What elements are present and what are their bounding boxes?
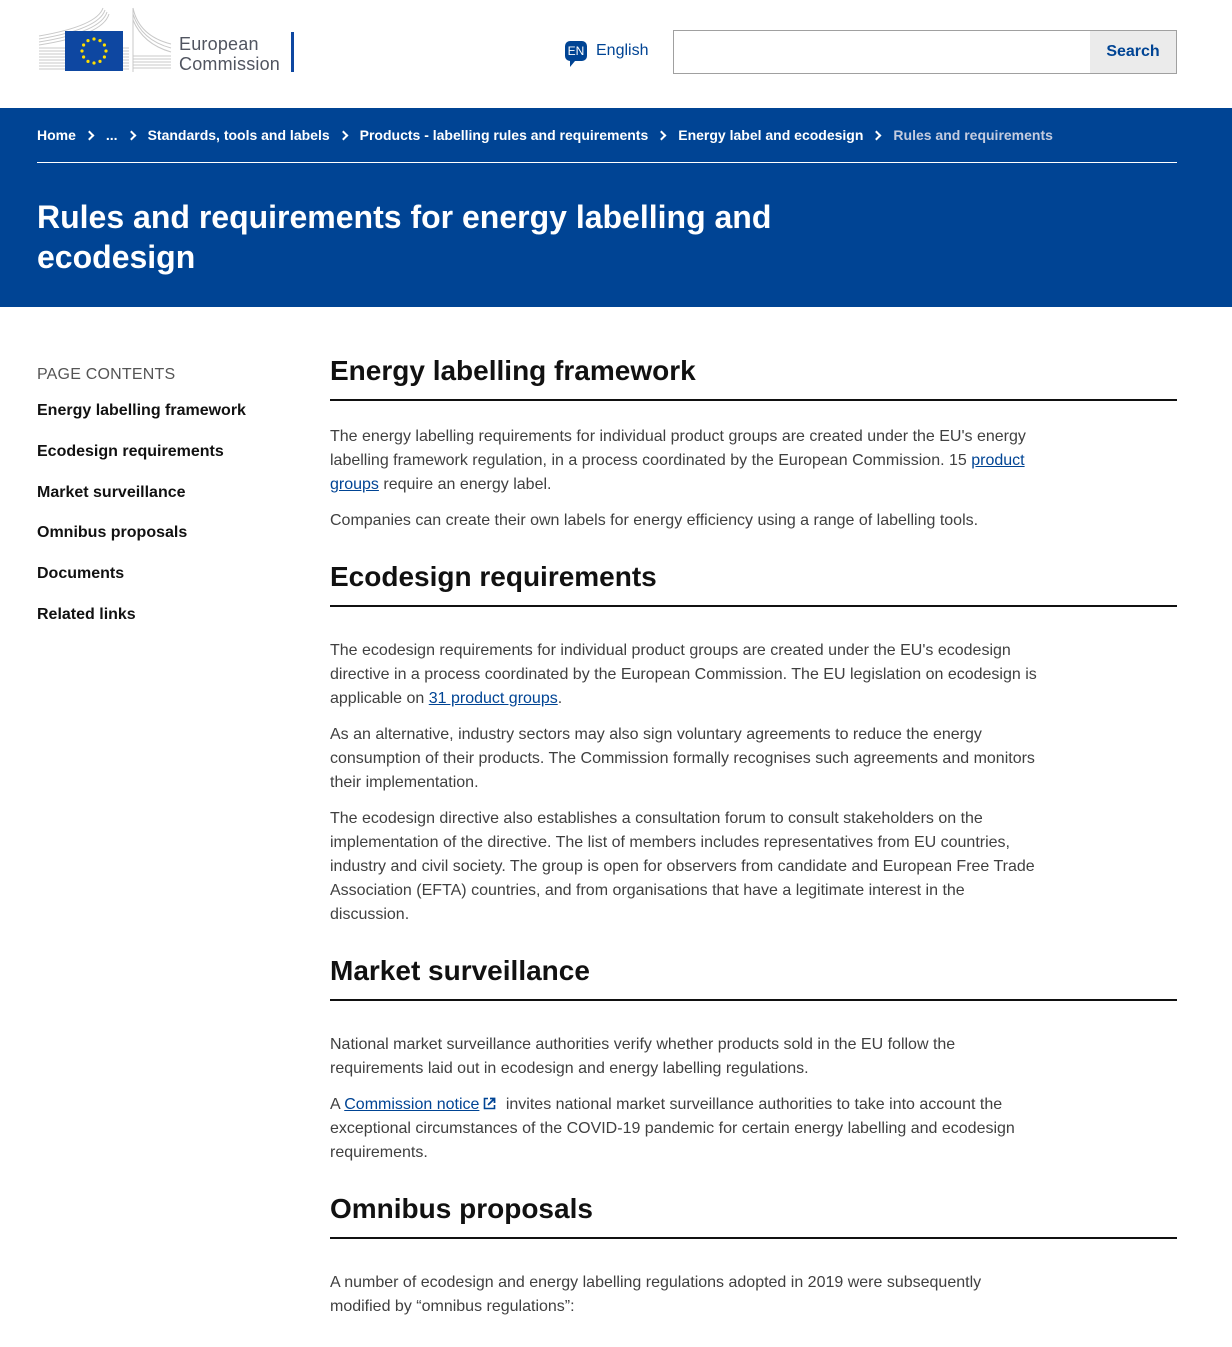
logo-text	[179, 34, 280, 74]
sidebar-item-ecodesign[interactable]: Ecodesign requirements	[37, 442, 224, 460]
section-omnibus	[330, 1193, 1177, 1319]
breadcrumb-products[interactable]: Products - labelling rules and requirements	[359, 127, 649, 143]
paragraph	[330, 639, 1040, 711]
text: invites national market surveillance authorities to take into account the exceptional circumstances of the COVID-19 pandemic for certain energy labelling and ecodesign requirements.	[330, 1096, 1015, 1161]
search-form	[673, 30, 1177, 74]
chevron-right-icon	[872, 130, 882, 140]
section-market-surveillance	[330, 955, 1177, 1165]
language-label: English	[596, 42, 649, 59]
sidebar-item-market-surveillance[interactable]: Market surveillance	[37, 483, 186, 501]
banner-divider	[37, 162, 1177, 163]
section-ecodesign	[330, 561, 1177, 927]
page-title: Rules and requirements for energy labelling and ecodesign	[37, 199, 772, 275]
language-selector[interactable]	[565, 41, 648, 61]
search-input[interactable]	[674, 31, 1090, 73]
breadcrumb	[37, 127, 1053, 143]
eu-flag-icon	[65, 31, 123, 71]
external-link-icon	[483, 1097, 496, 1110]
logo-divider	[291, 32, 294, 72]
logo-line-2: Commission	[179, 54, 281, 74]
paragraph: A number of ecodesign and energy labelling regulations adopted in 2019 were subsequently modified by “omnibus regulations”:	[330, 1274, 982, 1315]
paragraph: National market surveillance authorities verify whether products sold in the EU follow the requirements laid out in ecodesign and energy labelling regulations.	[330, 1036, 956, 1077]
section-heading: Market surveillance	[330, 955, 1177, 1001]
chevron-right-icon	[84, 130, 94, 140]
sidebar-item-energy-labelling[interactable]: Energy labelling framework	[37, 402, 246, 419]
paragraph: As an alternative, industry sectors may also sign voluntary agreements to reduce the energy consumption of their products. The Commission formally recognises such agreements and monitors their implementation.	[330, 726, 1035, 791]
section-energy-labelling	[330, 355, 1177, 533]
breadcrumb-current: Rules and requirements	[893, 127, 1053, 143]
section-heading: Energy labelling framework	[330, 355, 1177, 401]
logo-line-1: European	[179, 34, 259, 54]
content-area	[0, 307, 1232, 1319]
breadcrumb-standards[interactable]: Standards, tools and labels	[147, 127, 330, 143]
31-product-groups-link[interactable]: 31 product groups	[428, 690, 558, 707]
paragraph: The ecodesign directive also establishes a consultation forum to consult stakeholders on the implementation of the directive. The list of members includes representatives from EU countries, industry and civil society. The group is open for observers from candidate and European Free Trade Association (EFTA) countries, and from organisations that have a legitimate interest in the discussion.	[330, 810, 1035, 923]
text: .	[557, 690, 563, 707]
sidebar-item-related-links[interactable]: Related links	[37, 605, 136, 623]
chevron-right-icon	[657, 130, 667, 140]
section-heading: Ecodesign requirements	[330, 561, 1177, 607]
main-content	[330, 355, 1177, 1319]
text: require an energy label.	[378, 476, 552, 493]
language-bubble-icon: EN	[565, 41, 587, 61]
text: The energy labelling requirements for individual product groups are created under the EU's energy labelling framework regulation, in a process coordinated by the European Commission. 15	[330, 428, 1026, 469]
breadcrumb-energy-label[interactable]: Energy label and ecodesign	[678, 127, 864, 143]
product-groups-link[interactable]: product groups	[330, 452, 1025, 493]
text: A	[330, 1096, 345, 1113]
site-header	[0, 0, 1232, 108]
paragraph	[330, 1093, 1040, 1165]
section-heading: Omnibus proposals	[330, 1193, 1177, 1239]
sidebar-item-documents[interactable]: Documents	[37, 565, 125, 583]
page-contents-title: PAGE CONTENTS	[37, 366, 176, 383]
sidebar-item-omnibus[interactable]: Omnibus proposals	[37, 524, 188, 542]
commission-notice-link[interactable]: Commission notice	[344, 1096, 480, 1113]
paragraph: Companies can create their own labels for energy efficiency using a range of labelling tools.	[330, 512, 979, 529]
chevron-right-icon	[126, 130, 136, 140]
text: The ecodesign requirements for individual product groups are created under the EU's ecodesign directive in a process coordinated by the European Commission. The EU legislation on ecodesign is applicable on	[330, 642, 1037, 707]
european-commission-logo[interactable]	[37, 4, 299, 72]
page-banner	[0, 108, 1232, 307]
search-button[interactable]: Search	[1090, 31, 1176, 73]
chevron-right-icon	[338, 130, 348, 140]
breadcrumb-ellipsis[interactable]: ...	[105, 127, 118, 143]
paragraph	[330, 425, 1040, 497]
building-wing-icon	[131, 6, 173, 72]
breadcrumb-home[interactable]: Home	[37, 127, 76, 143]
page-contents-nav	[37, 366, 297, 646]
